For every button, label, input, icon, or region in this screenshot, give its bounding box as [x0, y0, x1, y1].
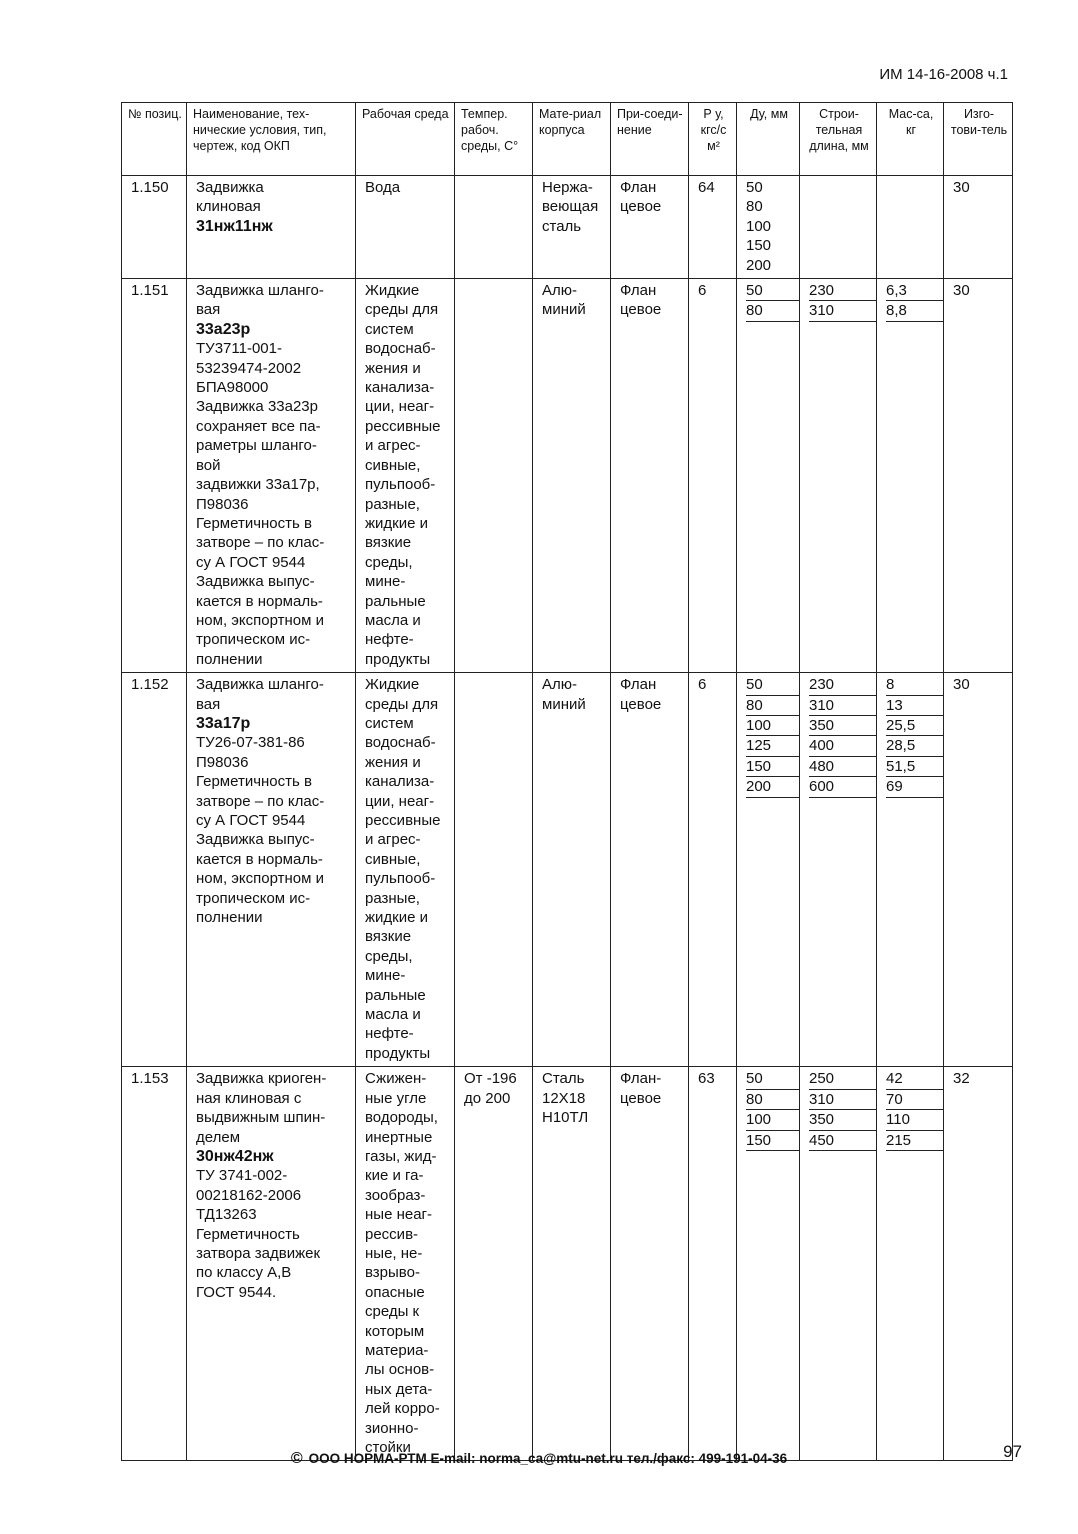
- valve-spec-table: [121, 102, 1013, 1461]
- name-cell: [187, 1067, 356, 1461]
- medium-line: стойки: [365, 1439, 411, 1456]
- table-row: [122, 1067, 1013, 1461]
- medium-line: рессив-: [365, 1225, 419, 1243]
- header-mass: Мас-са, кг: [877, 103, 944, 176]
- connection-cell: [611, 1067, 689, 1461]
- position-cell: 1.153: [122, 1067, 187, 1461]
- material-cell: [533, 1067, 611, 1461]
- connection-cell: [611, 279, 689, 673]
- name-line: су А ГОСТ 9544: [196, 553, 306, 571]
- connection-cell: [611, 176, 689, 279]
- maker-cell: 32: [944, 1067, 1013, 1461]
- table-body: [122, 176, 1013, 1461]
- footer-contact: ООО НОРМА-РТМ E-mail: norma_ca@mtu-net.ru тел./факс: 499-191-04-36: [308, 1451, 788, 1466]
- medium-line: вязкие: [365, 928, 412, 946]
- medium-line: жения и: [365, 753, 421, 771]
- medium-line: среды для: [365, 301, 439, 319]
- mass-value: 51,5: [886, 757, 943, 777]
- connection-line: Флан-: [620, 1070, 662, 1088]
- material-cell: [533, 176, 611, 279]
- name-line: кается в нормаль-: [196, 850, 323, 868]
- name-line: 31нж11нж: [196, 217, 273, 235]
- medium-cell: [356, 176, 455, 279]
- dn-value: 50: [746, 675, 799, 695]
- medium-line: ные, не-: [365, 1244, 423, 1262]
- medium-line: ции, неаг-: [365, 398, 435, 416]
- name-line: ном, экспортном и: [196, 611, 324, 629]
- medium-line: масла и: [365, 1006, 421, 1024]
- mass-cell: [877, 279, 944, 673]
- dn-value: 200: [746, 777, 799, 797]
- medium-line: разные,: [365, 495, 420, 513]
- medium-line: продукты: [365, 1044, 431, 1062]
- material-line: Сталь: [542, 1070, 585, 1088]
- mass-cell: [877, 176, 944, 279]
- document-code: ИМ 14-16-2008 ч.1: [879, 66, 1008, 83]
- medium-line: водороды,: [365, 1109, 438, 1127]
- mass-value: 8: [886, 675, 943, 695]
- header-row: [122, 103, 1013, 176]
- medium-line: и агрес-: [365, 437, 421, 455]
- medium-line: среды,: [365, 553, 413, 571]
- material-line: 12Х18: [542, 1089, 586, 1107]
- name-line: вой: [196, 456, 221, 474]
- mass-value: 110: [886, 1110, 943, 1130]
- medium-line: ции, неаг-: [365, 792, 435, 810]
- length-value: 310: [809, 696, 876, 716]
- dn-value: 50: [746, 179, 763, 196]
- connection-line: Флан: [620, 282, 657, 300]
- table-row: [122, 176, 1013, 279]
- name-line: Герметичность в: [196, 773, 312, 791]
- mass-value: 215: [886, 1131, 943, 1151]
- temperature-line: От -196: [464, 1070, 517, 1088]
- medium-line: нефте-: [365, 1025, 414, 1043]
- name-line: раметры шланго-: [196, 437, 317, 455]
- connection-line: Флан: [620, 179, 657, 196]
- length-value: 450: [809, 1131, 876, 1151]
- header-dn: Ду, мм: [737, 103, 800, 176]
- name-line: 33а17р: [196, 714, 251, 732]
- maker-cell: 30: [944, 673, 1013, 1067]
- length-value: 230: [809, 675, 876, 695]
- medium-line: жения и: [365, 359, 421, 377]
- medium-line: среды к: [365, 1303, 420, 1321]
- dn-cell: [737, 673, 800, 1067]
- mass-value: 6,3: [886, 281, 943, 301]
- medium-line: рессивные: [365, 812, 441, 829]
- position-cell: 1.151: [122, 279, 187, 673]
- medium-line: разные,: [365, 889, 420, 907]
- connection-line: цевое: [620, 695, 662, 713]
- length-value: 250: [809, 1069, 876, 1089]
- position-cell: 1.152: [122, 673, 187, 1067]
- medium-line: ные неаг-: [365, 1206, 433, 1224]
- dn-value: 150: [746, 1131, 799, 1151]
- mass-cell: [877, 1067, 944, 1461]
- name-line: по классу А,В: [196, 1264, 292, 1282]
- medium-line: сивные,: [365, 850, 421, 868]
- medium-line: пульпооб-: [365, 476, 436, 494]
- dn-value: 50: [746, 1069, 799, 1089]
- name-line: вая: [196, 695, 221, 713]
- medium-line: зионно-: [365, 1419, 419, 1437]
- dn-value: 125: [746, 736, 799, 756]
- header-pressure: Р у, кгс/с м²: [689, 103, 737, 176]
- header-length: Строи-тельная длина, мм: [800, 103, 877, 176]
- mass-value: 13: [886, 696, 943, 716]
- length-cell: [800, 279, 877, 673]
- name-line: 00218162-2006: [196, 1186, 302, 1204]
- name-line: ТД13263: [196, 1206, 257, 1224]
- dn-value: 100: [746, 217, 772, 235]
- header-medium: Рабочая среда: [356, 103, 455, 176]
- dn-value: 80: [746, 198, 763, 216]
- name-line: П98036: [196, 753, 249, 771]
- medium-line: систем: [365, 714, 414, 732]
- header-temp: Темпер. рабоч. среды, С°: [455, 103, 533, 176]
- dn-cell: [737, 279, 800, 673]
- temperature-cell: [455, 176, 533, 279]
- name-line: БПА98000: [196, 379, 269, 397]
- name-line: Задвижка 33а23р: [196, 398, 318, 416]
- medium-line: масла и: [365, 611, 421, 629]
- medium-line: и агрес-: [365, 831, 421, 849]
- header-name: Наименование, тех-нические условия, тип, чертеж, код ОКП: [187, 103, 356, 176]
- material-line: миний: [542, 695, 586, 713]
- medium-line: сивные,: [365, 456, 421, 474]
- length-value: 350: [809, 716, 876, 736]
- mass-cell: [877, 673, 944, 1067]
- medium-line: Вода: [365, 179, 401, 196]
- name-cell: [187, 176, 356, 279]
- medium-line: Жидкие: [365, 282, 420, 300]
- material-line: сталь: [542, 217, 582, 235]
- name-line: делем: [196, 1128, 241, 1146]
- length-cell: [800, 176, 877, 279]
- connection-cell: [611, 673, 689, 1067]
- name-line: затворе – по клас-: [196, 792, 325, 810]
- mass-value: 28,5: [886, 736, 943, 756]
- material-line: Н10ТЛ: [542, 1109, 589, 1127]
- temperature-cell: [455, 1067, 533, 1461]
- copyright-icon: ©: [290, 1450, 303, 1467]
- length-value: 400: [809, 736, 876, 756]
- name-line: затвора задвижек: [196, 1244, 321, 1262]
- length-value: 350: [809, 1110, 876, 1130]
- name-line: Задвижка выпус-: [196, 831, 315, 849]
- name-line: 53239474-2002: [196, 359, 302, 377]
- dn-value: 80: [746, 696, 799, 716]
- name-line: Задвижка шланго-: [196, 676, 324, 694]
- medium-line: водоснаб-: [365, 340, 436, 358]
- material-line: Нержа-: [542, 179, 593, 196]
- medium-line: водоснаб-: [365, 734, 436, 752]
- medium-line: рессивные: [365, 417, 441, 435]
- name-line: Задвижка: [196, 179, 264, 196]
- medium-line: Сжижен-: [365, 1070, 427, 1088]
- medium-cell: [356, 673, 455, 1067]
- medium-line: жидкие и: [365, 909, 428, 927]
- name-line: ТУ26-07-381-86: [196, 734, 305, 752]
- medium-line: лы основ-: [365, 1361, 435, 1379]
- header-maker: Изго-тови-тель: [944, 103, 1013, 176]
- medium-line: которым: [365, 1322, 425, 1340]
- mass-value: 69: [886, 777, 943, 797]
- name-line: полнении: [196, 909, 263, 927]
- name-line: су А ГОСТ 9544: [196, 812, 306, 829]
- dn-cell: [737, 176, 800, 279]
- medium-line: вязкие: [365, 534, 412, 552]
- medium-line: ные угле: [365, 1089, 427, 1107]
- name-line: ная клиновая с: [196, 1089, 302, 1107]
- table-row: [122, 279, 1013, 673]
- medium-line: кие и га-: [365, 1167, 424, 1185]
- temperature-cell: [455, 673, 533, 1067]
- mass-value: 42: [886, 1069, 943, 1089]
- name-line: тропическом ис-: [196, 631, 311, 649]
- medium-line: ральные: [365, 592, 426, 610]
- length-value: 600: [809, 777, 876, 797]
- name-line: тропическом ис-: [196, 889, 311, 907]
- connection-line: цевое: [620, 198, 662, 216]
- length-value: 480: [809, 757, 876, 777]
- dn-value: 100: [746, 716, 799, 736]
- material-cell: [533, 673, 611, 1067]
- name-line: клиновая: [196, 198, 261, 216]
- medium-line: опасные: [365, 1283, 425, 1301]
- material-line: веющая: [542, 198, 599, 216]
- medium-line: Жидкие: [365, 676, 420, 694]
- medium-line: материа-: [365, 1341, 429, 1359]
- name-line: кается в нормаль-: [196, 592, 323, 610]
- name-cell: [187, 673, 356, 1067]
- dn-value: 80: [746, 301, 799, 321]
- medium-line: газы, жид-: [365, 1147, 437, 1165]
- medium-line: среды для: [365, 695, 439, 713]
- medium-cell: [356, 279, 455, 673]
- name-line: 30нж42нж: [196, 1147, 274, 1165]
- medium-line: среды,: [365, 947, 413, 965]
- name-cell: [187, 279, 356, 673]
- temperature-cell: [455, 279, 533, 673]
- name-line: Задвижка криоген-: [196, 1070, 327, 1088]
- position-cell: 1.150: [122, 176, 187, 279]
- length-value: 230: [809, 281, 876, 301]
- mass-value: 8,8: [886, 301, 943, 321]
- medium-line: нефте-: [365, 631, 414, 649]
- name-line: Задвижка шланго-: [196, 282, 324, 300]
- medium-line: жидкие и: [365, 514, 428, 532]
- medium-line: продукты: [365, 650, 431, 668]
- medium-line: канализа-: [365, 773, 435, 791]
- dn-value: 150: [746, 237, 772, 255]
- medium-line: ных дета-: [365, 1380, 433, 1398]
- material-line: Алю-: [542, 282, 578, 300]
- medium-line: взрыво-: [365, 1264, 420, 1282]
- mass-value: 25,5: [886, 716, 943, 736]
- medium-cell: [356, 1067, 455, 1461]
- connection-line: Флан: [620, 676, 657, 694]
- pressure-cell: 6: [689, 279, 737, 673]
- length-cell: [800, 1067, 877, 1461]
- length-cell: [800, 673, 877, 1067]
- table-row: [122, 673, 1013, 1067]
- dn-cell: [737, 1067, 800, 1461]
- medium-line: мине-: [365, 967, 406, 985]
- name-line: Задвижка выпус-: [196, 573, 315, 591]
- pressure-cell: 63: [689, 1067, 737, 1461]
- dn-value: 100: [746, 1110, 799, 1130]
- medium-line: канализа-: [365, 379, 435, 397]
- pressure-cell: 6: [689, 673, 737, 1067]
- medium-line: ральные: [365, 986, 426, 1004]
- header-material: Мате-риал корпуса: [533, 103, 611, 176]
- pressure-cell: 64: [689, 176, 737, 279]
- name-line: ТУ3711-001-: [196, 340, 282, 358]
- footer: [0, 1450, 1078, 1468]
- mass-value: 70: [886, 1090, 943, 1110]
- name-line: выдвижным шпин-: [196, 1109, 326, 1127]
- name-line: сохраняет все па-: [196, 417, 321, 435]
- name-line: ГОСТ 9544.: [196, 1283, 277, 1301]
- connection-line: цевое: [620, 1089, 662, 1107]
- name-line: ном, экспортном и: [196, 870, 324, 888]
- name-line: ТУ 3741-002-: [196, 1167, 288, 1185]
- dn-value: 150: [746, 757, 799, 777]
- material-line: Алю-: [542, 676, 578, 694]
- dn-value: 50: [746, 281, 799, 301]
- medium-line: инертные: [365, 1128, 433, 1146]
- page-number: 97: [1003, 1442, 1022, 1461]
- dn-value: 200: [746, 256, 772, 274]
- medium-line: лей корро-: [365, 1400, 440, 1418]
- header-connection: При-соеди-нение: [611, 103, 689, 176]
- maker-cell: 30: [944, 279, 1013, 673]
- medium-line: систем: [365, 320, 414, 338]
- connection-line: цевое: [620, 301, 662, 319]
- dn-value: 80: [746, 1090, 799, 1110]
- material-cell: [533, 279, 611, 673]
- material-line: миний: [542, 301, 586, 319]
- header-pos: № позиц.: [122, 103, 187, 176]
- medium-line: зообраз-: [365, 1186, 426, 1204]
- name-line: Герметичность: [196, 1225, 300, 1243]
- name-line: 33а23р: [196, 320, 251, 338]
- name-line: Герметичность в: [196, 514, 312, 532]
- name-line: задвижки 33а17р,: [196, 476, 320, 494]
- medium-line: мине-: [365, 573, 406, 591]
- length-value: 310: [809, 301, 876, 321]
- name-line: вая: [196, 301, 221, 319]
- temperature-line: до 200: [464, 1089, 511, 1107]
- name-line: затворе – по клас-: [196, 534, 325, 552]
- maker-cell: 30: [944, 176, 1013, 279]
- name-line: полнении: [196, 650, 263, 668]
- medium-line: пульпооб-: [365, 870, 436, 888]
- length-value: 310: [809, 1090, 876, 1110]
- name-line: П98036: [196, 495, 249, 513]
